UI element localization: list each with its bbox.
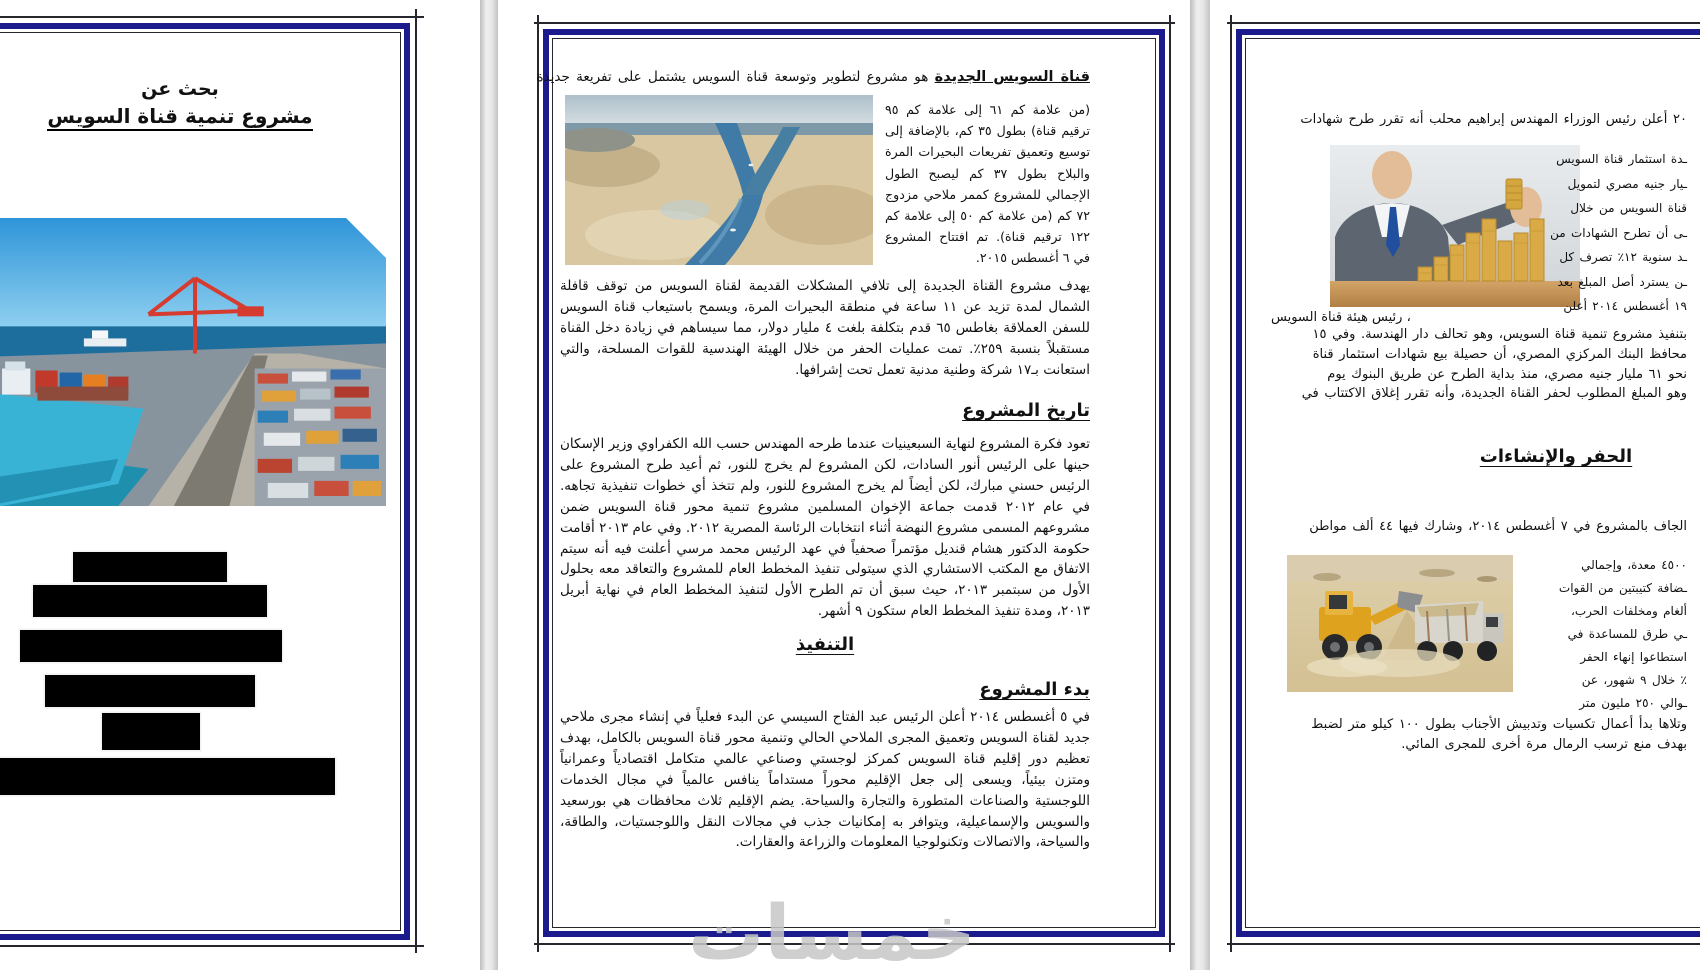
port-container-ship-photo xyxy=(0,211,393,513)
page-title xyxy=(0,0,480,970)
certificates-wrapped-lines: ـدة استثمار قناة السويس ـيار جنيه مصري لتمويل قناة السويس من خلال ـى أن تطرح الشهادات من ـد سنوية ١٢٪ تصرف كل ـن يسترد أصل المبلغ بعد ١٩ أغسطس ٢٠١٤ أعلن xyxy=(1550,152,1687,313)
page-gap xyxy=(1190,0,1210,970)
digging-full-lines: وتلاها بدأ أعمال تكسيات وتدبيش الأجناب بطول ١٠٠ كيلو متر لضبط بهدف منع ترسب الرمال مرة أخرى للمجرى المائي. xyxy=(1311,717,1687,752)
border-line xyxy=(1227,22,1700,24)
page-gap xyxy=(480,0,498,970)
khamsat-watermark: خمسات xyxy=(688,888,976,970)
digging-wrapped-lines: ٤٥٠٠ معدة، وإجمالي ـضافة كتيبتين من القوات ألغام ومخلفات الحرب، ـي طرق للمساعدة في استطاعوا إنهاء الحفر ٪ خلال ٩ شهور، عن ـوالي ٢٥٠ مليون متر xyxy=(1558,558,1687,710)
certificates-intro-line: ٢٠ أعلن رئيس الوزراء المهندس إبراهيم محلب أنه تقرر طرح شهادات xyxy=(1300,112,1687,127)
redacted-line xyxy=(0,758,335,795)
investment-coins-photo xyxy=(1330,145,1580,307)
page-funding-construction xyxy=(1210,0,1700,970)
heading-digging-construction: الحفر والإنشاءات xyxy=(1479,446,1633,467)
line-below-coins-photo: ، رئيس هيئة قناة السويس xyxy=(1271,310,1411,325)
border-line xyxy=(0,16,424,18)
redacted-line xyxy=(33,585,267,617)
paragraph-history: تعود فكرة المشروع لنهاية السبعينيات عندما طرحه المهندس حسب الله الكفراوي وزير الإسكان حينها على الرئيس أنور السادات، لكن المشروع لم يخرج للنور، ثم أعيد طرح المشروع على الرئيس حسني مبارك، لكن أيضاً لم يخرج المشروع للنور، ولم تتخذ أي خطوات تنفيذية تجاهه. في عام ٢٠١٢ قدمت جماعة الإخوان المسلمين مشروع تنمية محور قناة السويس ضمن مشروعهم المسمى مشروع النهضة أثناء انتخابات الرئاسة المصرية ٢٠١٢. وفي عام ٢٠١٣ أقامت حكومة الدكتور هشام قنديل مؤتمراً صحفياً في عهد الرئيس محمد مرسي أعلنت فيه أنه سيتم الاتفاق مع المكتب الاستشاري الذي سيتولى تنفيذ المخطط العام للمشروع والتعاقد معه بحلول الأول من سبتمبر ٢٠١٣، حيث سبق أن تم الطرح الأول لتنفيذ المخطط العام في نهاية أبريل ٢٠١٣، ومدة تنفيذ المخطط العام ستكون ٩ أشهر. xyxy=(560,436,1090,620)
document-title xyxy=(20,76,340,130)
border-line xyxy=(1230,15,1232,952)
redacted-line xyxy=(73,552,227,582)
redacted-line xyxy=(20,630,282,662)
intro-lead: قناة السويس الجديدة xyxy=(934,69,1090,85)
title-line-1: بحث عن xyxy=(141,78,219,100)
border-line xyxy=(1227,943,1700,945)
digging-intro-line: الجاف بالمشروع في ٧ أغسطس ٢٠١٤، وشارك فيها ٤٤ ألف مواطن xyxy=(1309,519,1687,534)
paragraph-start: في ٥ أغسطس ٢٠١٤ أعلن الرئيس عبد الفتاح السيسي عن البدء فعلياً في إنشاء مجرى ملاحي جديد لقناة السويس وتعميق المجرى الملاحي الحالي وتنمية محور قناة السويس بالكامل، بهدف تعظيم دور إقليم قناة السويس كمركز لوجستي وصناعي عالمي متكامل اقتصادياً وعمرانياً ومتزن بيئياً، ويسعى إلى جعل الإقليم محوراً مستداماً ينافس عالمياً في مجال الخدمات اللوجستية والصناعات المتطورة والتجارة والسياحة. يضم الإقليم ثلاث محافظات هي بورسعيد والسويس والإسماعيلية، ويتوافر به إمكانيات جذب في مجالات النقل واللوجستيات، والطاقة، والسياحة، والاتصالات وتكنولوجيا المعلومات والزراعة والعقارات. xyxy=(560,709,1090,851)
border-line xyxy=(415,9,417,953)
canal-aerial-photo xyxy=(565,95,873,265)
heading-project-start: بدء المشروع xyxy=(979,679,1090,700)
title-line-2: مشروع تنمية قناة السويس xyxy=(20,102,340,130)
heading-execution: التنفيذ xyxy=(795,634,855,655)
heading-project-history: تاريخ المشروع xyxy=(962,400,1090,421)
border-line xyxy=(1169,15,1171,952)
redacted-line xyxy=(45,675,255,707)
certificates-full-lines: بتنفيذ مشروع تنمية قناة السويس، وهو تحالف دار الهندسة. وفي ١٥ محافظ البنك المركزي المصري، أن حصيلة بيع شهادات استثمار قناة نحو ٦١ مليار جنيه مصري، منذ بداية الطرح عن طريق البنوك يوم وهو المبلغ المطلوب لحفر القناة الجديدة، وأنه تقرر إغلاق الاكتتاب في xyxy=(1301,327,1687,402)
border-line xyxy=(0,945,424,947)
excavation-bulldozer-photo xyxy=(1287,555,1513,692)
redacted-line xyxy=(102,713,200,750)
border-line xyxy=(537,15,539,952)
intro-line: قناة السويس الجديدة هو مشروع لتطوير وتوسعة قناة السويس يشتمل على تفريعة جديدة xyxy=(536,69,1090,85)
port-photo-art xyxy=(0,218,386,506)
paragraph-goals: يهدف مشروع القناة الجديدة إلى تلافي المشكلات القديمة لقناة السويس من توقف قافلة الشمال لمدة تزيد عن ١١ ساعة في منطقة البحيرات المرة، ويسمح باستيعاب قناة السويس للسفن العملاقة بغاطس ٦٥ قدم بتكلفة بلغت ٤ مليار دولار، مما سيساهم في زيادة دخل القناة مستقبلاً بنسبة ٢٥٩٪. تمت عمليات الحفر من خلال الهيئة الهندسية للقوات المسلحة، والتي استعانت بـ١٧ شركة وطنية مدنية تعمل تحت إشرافها. xyxy=(560,278,1090,378)
intro-wrapped-text: (من علامة كم ٦١ إلى علامة كم ٩٥ ترقيم قناة) بطول ٣٥ كم، بالإضافة إلى توسيع وتعميق تفريعات البحيرات المرة والبلاح بطول ٣٧ كم ليصبح الطول الإجمالي للمشروع كممر ملاحي مزدوج ٧٢ كم (من علامة كم ٥٠ إلى علامة كم ١٢٢ ترقيم قناة). تم افتتاح المشروع في ٦ أغسطس ٢٠١٥. xyxy=(885,102,1091,266)
page-new-suez-canal xyxy=(498,0,1190,970)
border-line xyxy=(534,22,1175,24)
